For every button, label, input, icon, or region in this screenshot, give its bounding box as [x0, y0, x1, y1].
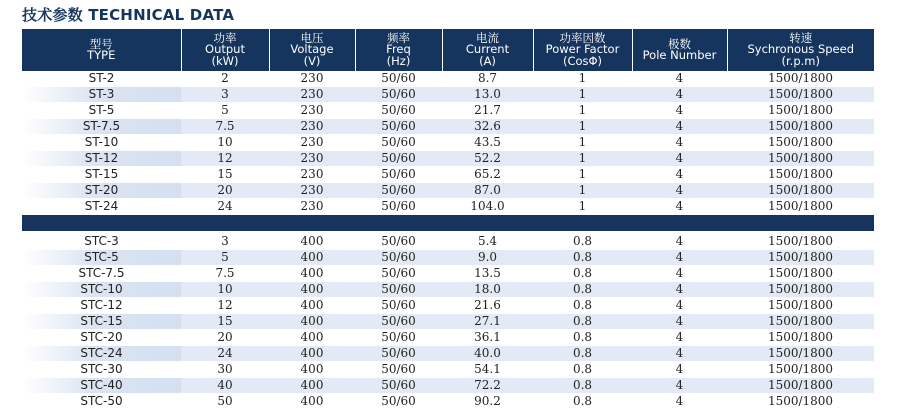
cell-output: 5	[181, 250, 269, 266]
cell-current: 9.0	[442, 250, 533, 266]
cell-voltage: 400	[269, 378, 355, 394]
cell-type: ST-7.5	[22, 119, 181, 135]
cell-speed: 1500/1800	[727, 103, 874, 119]
cell-speed: 1500/1800	[727, 394, 874, 410]
header-current-line: Current	[465, 42, 510, 57]
cell-power-factor: 1	[533, 119, 632, 135]
cell-output: 12	[181, 151, 269, 167]
cell-pole-number: 4	[632, 167, 727, 183]
header-power-factor-line: (CosΦ)	[562, 53, 603, 68]
cell-speed: 1500/1800	[727, 314, 874, 330]
cell-power-factor: 1	[533, 87, 632, 103]
separator-bar	[22, 215, 874, 232]
cell-power-factor: 1	[533, 71, 632, 87]
cell-output: 40	[181, 378, 269, 394]
cell-speed: 1500/1800	[727, 135, 874, 151]
cell-power-factor: 0.8	[533, 250, 632, 266]
header-freq-line: 频率	[387, 30, 410, 45]
cell-current: 104.0	[442, 199, 533, 215]
cell-pole-number: 4	[632, 266, 727, 282]
header-current-line: 电流	[476, 30, 499, 45]
cell-current: 36.1	[442, 330, 533, 346]
header-power-factor-line: Power Factor	[545, 42, 620, 57]
cell-speed: 1500/1800	[727, 330, 874, 346]
cell-voltage: 400	[269, 282, 355, 298]
cell-speed: 1500/1800	[727, 282, 874, 298]
cell-current: 18.0	[442, 282, 533, 298]
cell-power-factor: 1	[533, 151, 632, 167]
cell-pole-number: 4	[632, 330, 727, 346]
header-pole-number	[632, 29, 727, 71]
cell-power-factor: 1	[533, 167, 632, 183]
cell-pole-number: 4	[632, 314, 727, 330]
cell-output: 10	[181, 135, 269, 151]
cell-type: ST-15	[22, 167, 181, 183]
cell-freq: 50/60	[355, 314, 442, 330]
table-row	[22, 266, 874, 282]
cell-speed: 1500/1800	[727, 362, 874, 378]
cell-freq: 50/60	[355, 330, 442, 346]
cell-type: STC-24	[22, 346, 181, 362]
header-output-line: 功率	[213, 30, 237, 45]
cell-type: STC-5	[22, 250, 181, 266]
cell-freq: 50/60	[355, 362, 442, 378]
cell-voltage: 230	[269, 167, 355, 183]
cell-type: ST-12	[22, 151, 181, 167]
cell-pole-number: 4	[632, 119, 727, 135]
table-row	[22, 135, 874, 151]
table-row	[22, 362, 874, 378]
cell-current: 87.0	[442, 183, 533, 199]
cell-freq: 50/60	[355, 199, 442, 215]
header-current-line: (A)	[479, 53, 496, 68]
cell-output: 7.5	[181, 119, 269, 135]
cell-speed: 1500/1800	[727, 346, 874, 362]
cell-freq: 50/60	[355, 250, 442, 266]
cell-freq: 50/60	[355, 135, 442, 151]
cell-output: 20	[181, 183, 269, 199]
cell-voltage: 400	[269, 266, 355, 282]
cell-voltage: 400	[269, 330, 355, 346]
cell-pole-number: 4	[632, 135, 727, 151]
cell-power-factor: 0.8	[533, 330, 632, 346]
cell-pole-number: 4	[632, 234, 727, 250]
cell-output: 24	[181, 346, 269, 362]
cell-voltage: 230	[269, 199, 355, 215]
header-row	[22, 29, 874, 71]
cell-current: 13.0	[442, 87, 533, 103]
table-row	[22, 71, 874, 87]
table-row	[22, 378, 874, 394]
cell-pole-number: 4	[632, 282, 727, 298]
header-type-line: 型号	[89, 36, 113, 51]
cell-power-factor: 1	[533, 183, 632, 199]
cell-type: ST-24	[22, 199, 181, 215]
cell-freq: 50/60	[355, 234, 442, 250]
cell-current: 27.1	[442, 314, 533, 330]
cell-speed: 1500/1800	[727, 266, 874, 282]
cell-type: STC-20	[22, 330, 181, 346]
header-freq-line: Freq	[386, 42, 411, 57]
cell-type: STC-7.5	[22, 266, 181, 282]
cell-speed: 1500/1800	[727, 183, 874, 199]
cell-current: 72.2	[442, 378, 533, 394]
technical-data-table	[22, 29, 874, 410]
cell-power-factor: 0.8	[533, 282, 632, 298]
cell-type: STC-12	[22, 298, 181, 314]
table-row	[22, 314, 874, 330]
header-output-line: (kW)	[211, 53, 239, 68]
cell-pole-number: 4	[632, 346, 727, 362]
cell-speed: 1500/1800	[727, 151, 874, 167]
header-output	[181, 29, 269, 71]
table-row	[22, 298, 874, 314]
cell-voltage: 230	[269, 119, 355, 135]
cell-voltage: 400	[269, 234, 355, 250]
cell-current: 8.7	[442, 71, 533, 87]
cell-voltage: 400	[269, 298, 355, 314]
header-speed-line: Sychronous Speed	[747, 42, 855, 57]
cell-power-factor: 1	[533, 103, 632, 119]
cell-output: 10	[181, 282, 269, 298]
cell-power-factor: 0.8	[533, 362, 632, 378]
cell-current: 54.1	[442, 362, 533, 378]
cell-voltage: 230	[269, 135, 355, 151]
cell-current: 40.0	[442, 346, 533, 362]
table-row	[22, 119, 874, 135]
header-voltage-line: Voltage	[290, 42, 334, 57]
cell-current: 52.2	[442, 151, 533, 167]
cell-voltage: 400	[269, 346, 355, 362]
cell-voltage: 400	[269, 314, 355, 330]
cell-voltage: 230	[269, 71, 355, 87]
table-row	[22, 151, 874, 167]
group-separator	[22, 215, 874, 232]
cell-speed: 1500/1800	[727, 87, 874, 103]
cell-output: 12	[181, 298, 269, 314]
cell-output: 2	[181, 71, 269, 87]
page-title: 技术参数 TECHNICAL DATA	[22, 6, 235, 24]
technical-data-sheet	[22, 29, 874, 410]
table-row	[22, 330, 874, 346]
cell-power-factor: 0.8	[533, 394, 632, 410]
cell-speed: 1500/1800	[727, 298, 874, 314]
cell-output: 30	[181, 362, 269, 378]
cell-freq: 50/60	[355, 346, 442, 362]
cell-pole-number: 4	[632, 87, 727, 103]
header-pole-number-line: 极数	[668, 36, 691, 51]
cell-pole-number: 4	[632, 71, 727, 87]
cell-output: 50	[181, 394, 269, 410]
cell-current: 21.7	[442, 103, 533, 119]
cell-type: STC-50	[22, 394, 181, 410]
cell-pole-number: 4	[632, 298, 727, 314]
cell-current: 90.2	[442, 394, 533, 410]
cell-type: ST-5	[22, 103, 181, 119]
cell-voltage: 400	[269, 362, 355, 378]
cell-current: 65.2	[442, 167, 533, 183]
cell-type: ST-3	[22, 87, 181, 103]
cell-type: ST-20	[22, 183, 181, 199]
header-current	[442, 29, 533, 71]
cell-speed: 1500/1800	[727, 250, 874, 266]
cell-freq: 50/60	[355, 266, 442, 282]
cell-freq: 50/60	[355, 119, 442, 135]
table-row	[22, 282, 874, 298]
cell-speed: 1500/1800	[727, 71, 874, 87]
cell-power-factor: 0.8	[533, 298, 632, 314]
table-row	[22, 199, 874, 215]
header-type-line: TYPE	[87, 48, 116, 62]
header-freq	[355, 29, 442, 71]
cell-freq: 50/60	[355, 378, 442, 394]
cell-power-factor: 1	[533, 135, 632, 151]
header-type	[22, 29, 181, 71]
header-power-factor	[533, 29, 632, 71]
cell-pole-number: 4	[632, 362, 727, 378]
cell-current: 13.5	[442, 266, 533, 282]
cell-type: STC-15	[22, 314, 181, 330]
cell-freq: 50/60	[355, 298, 442, 314]
table-row	[22, 183, 874, 199]
cell-type: STC-40	[22, 378, 181, 394]
cell-freq: 50/60	[355, 394, 442, 410]
cell-power-factor: 0.8	[533, 378, 632, 394]
cell-type: STC-30	[22, 362, 181, 378]
cell-speed: 1500/1800	[727, 167, 874, 183]
cell-current: 43.5	[442, 135, 533, 151]
cell-voltage: 400	[269, 250, 355, 266]
cell-speed: 1500/1800	[727, 378, 874, 394]
cell-speed: 1500/1800	[727, 234, 874, 250]
cell-pole-number: 4	[632, 394, 727, 410]
cell-type: STC-3	[22, 234, 181, 250]
cell-freq: 50/60	[355, 167, 442, 183]
cell-output: 15	[181, 314, 269, 330]
cell-output: 5	[181, 103, 269, 119]
cell-output: 15	[181, 167, 269, 183]
header-output-line: Output	[205, 42, 245, 57]
header-speed	[727, 29, 874, 71]
header-voltage-line: (V)	[303, 53, 321, 68]
cell-voltage: 230	[269, 103, 355, 119]
cell-pole-number: 4	[632, 199, 727, 215]
cell-speed: 1500/1800	[727, 199, 874, 215]
cell-pole-number: 4	[632, 378, 727, 394]
cell-power-factor: 0.8	[533, 266, 632, 282]
cell-pole-number: 4	[632, 151, 727, 167]
cell-voltage: 230	[269, 183, 355, 199]
table-row	[22, 167, 874, 183]
cell-current: 32.6	[442, 119, 533, 135]
cell-output: 7.5	[181, 266, 269, 282]
table-row	[22, 87, 874, 103]
cell-voltage: 400	[269, 394, 355, 410]
table-row	[22, 346, 874, 362]
cell-voltage: 230	[269, 87, 355, 103]
cell-voltage: 230	[269, 151, 355, 167]
cell-power-factor: 0.8	[533, 234, 632, 250]
cell-output: 20	[181, 330, 269, 346]
cell-power-factor: 0.8	[533, 314, 632, 330]
cell-current: 5.4	[442, 234, 533, 250]
header-power-factor-line: 功率因数	[559, 30, 606, 45]
header-speed-line: 转速	[789, 30, 813, 45]
cell-speed: 1500/1800	[727, 119, 874, 135]
cell-freq: 50/60	[355, 282, 442, 298]
cell-type: ST-2	[22, 71, 181, 87]
header-speed-line: (r.p.m)	[781, 53, 820, 68]
cell-freq: 50/60	[355, 183, 442, 199]
cell-output: 24	[181, 199, 269, 215]
table-row	[22, 394, 874, 410]
cell-power-factor: 0.8	[533, 346, 632, 362]
table-body	[22, 71, 874, 410]
cell-freq: 50/60	[355, 87, 442, 103]
table-row	[22, 234, 874, 250]
header-voltage-line: 电压	[300, 30, 324, 45]
cell-power-factor: 1	[533, 199, 632, 215]
header-pole-number-line: Pole Number	[642, 48, 717, 62]
cell-pole-number: 4	[632, 103, 727, 119]
cell-pole-number: 4	[632, 183, 727, 199]
table-row	[22, 103, 874, 119]
cell-current: 21.6	[442, 298, 533, 314]
cell-output: 3	[181, 234, 269, 250]
header-freq-line: (Hz)	[386, 53, 411, 68]
cell-pole-number: 4	[632, 250, 727, 266]
table-row	[22, 250, 874, 266]
cell-freq: 50/60	[355, 151, 442, 167]
cell-type: STC-10	[22, 282, 181, 298]
header-voltage	[269, 29, 355, 71]
cell-type: ST-10	[22, 135, 181, 151]
cell-output: 3	[181, 87, 269, 103]
cell-freq: 50/60	[355, 103, 442, 119]
cell-freq: 50/60	[355, 71, 442, 87]
